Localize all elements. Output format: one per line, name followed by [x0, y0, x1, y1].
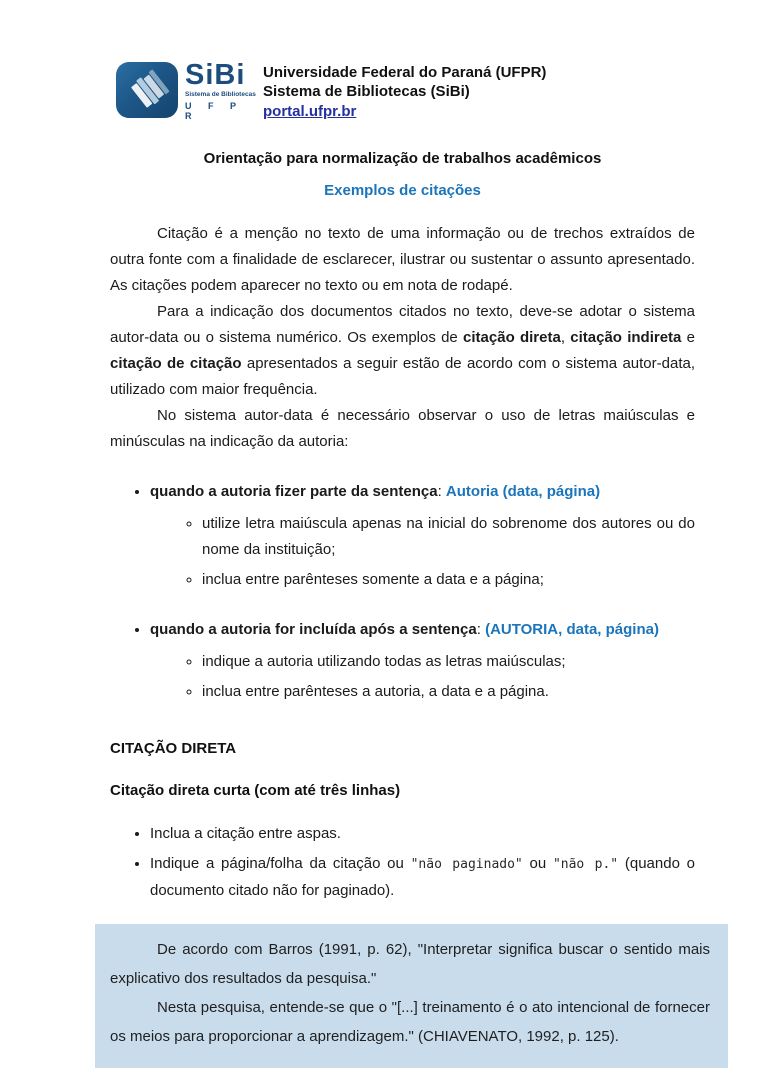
- portal-link[interactable]: portal.ufpr.br: [263, 103, 357, 120]
- rule-example-format: Autoria (data, página): [445, 483, 601, 500]
- sibi-logo: [116, 59, 256, 121]
- short-citation-rule: [150, 851, 695, 904]
- rule-subitem: ◦ utilize letra maiúscula apenas na inicial do sobrenome dos autores ou do nome da instituição;: [202, 511, 695, 563]
- p2-text: ,: [560, 329, 571, 346]
- short-citation-rule: • Inclua a citação entre aspas.: [150, 821, 695, 847]
- page-subtitle: Exemplos de citações: [324, 182, 481, 199]
- document-header: [116, 59, 695, 121]
- rule-text: (quando o documento citado não for paginado).: [150, 855, 695, 899]
- term-citacao-indireta: citação indireta: [570, 329, 682, 346]
- section-heading-citacao-direta: CITAÇÃO DIRETA: [110, 740, 237, 757]
- rule-separator: :: [437, 483, 446, 500]
- rule-separator: :: [476, 621, 486, 638]
- rule-authorship-in-sentence: [150, 479, 695, 593]
- intro-paragraph-1: Citação é a menção no texto de uma informação ou de trechos extraídos de outra fonte com a finalidade de esclarecer, ilustrar ou sustentar o assunto apresentado. As citações podem aparecer no texto ou em nota de rodapé.: [110, 225, 695, 294]
- rule-subitem: ◦ inclua entre parênteses a autoria, a data e a página.: [202, 679, 695, 705]
- rule-subitem: ◦ inclua entre parênteses somente a data e a página;: [202, 567, 695, 593]
- intro-paragraph-3: No sistema autor-data é necessário observar o uso de letras maiúsculas e minúsculas na indicação da autoria:: [110, 407, 695, 450]
- p2-text: apresentados a seguir estão de acordo com o sistema autor-data, utilizado com maior frequência.: [110, 355, 696, 398]
- sibi-wordmark: SiBi: [185, 59, 246, 91]
- short-citation-rules-list: [110, 821, 695, 904]
- org-block: [263, 62, 546, 121]
- rule-text: ou: [522, 855, 553, 872]
- page-title: Orientação para normalização de trabalhos acadêmicos: [203, 150, 602, 167]
- rule-subitems: [150, 649, 695, 705]
- subsection-heading-citacao-curta: Citação direta curta (com até três linhas): [110, 782, 401, 799]
- rule-example-format: (AUTORIA, data, página): [485, 621, 659, 638]
- rule-lead: quando a autoria fizer parte da sentença: [150, 483, 438, 500]
- org-dept: Sistema de Bibliotecas (SiBi): [263, 83, 470, 100]
- books-icon: [116, 62, 178, 118]
- citation-example-box: [95, 924, 728, 1068]
- term-citacao-direta: citação direta: [463, 329, 561, 346]
- sibi-ufpr-acronym: U F P R: [185, 101, 243, 121]
- rule-text: Indique a página/folha da citação ou: [150, 855, 411, 872]
- sibi-logo-icon: [116, 62, 178, 118]
- example-paragraph-2: Nesta pesquisa, entende-se que o "[...] treinamento é o ato intencional de fornecer os meios para proporcionar a aprendizagem." (CHIAVENATO, 1992, p. 125).: [110, 999, 710, 1045]
- rule-subitem: ◦ indique a autoria utilizando todas as letras maiúsculas;: [202, 649, 695, 675]
- sibi-wordmark-block: [185, 59, 256, 121]
- p2-text: e: [681, 329, 695, 346]
- term-citacao-de-citacao: citação de citação: [110, 355, 242, 372]
- p2-text: Para a indicação dos documentos citados no texto, deve-se adotar o sistema autor-data ou o sistema numérico. Os exemplos de: [110, 303, 695, 346]
- org-name: Universidade Federal do Paraná (UFPR): [263, 64, 547, 81]
- rule-lead: quando a autoria for incluída após a sentença: [150, 621, 477, 638]
- rule-authorship-after-sentence: [150, 617, 695, 705]
- example-paragraph-1: De acordo com Barros (1991, p. 62), "Interpretar significa buscar o sentido mais explicativo dos resultados da pesquisa.": [110, 941, 710, 987]
- sibi-tagline: Sistema de Bibliotecas: [185, 91, 256, 98]
- term-nao-p: "não p.": [552, 857, 619, 872]
- intro-paragraph-2: [110, 299, 695, 403]
- rule-subitems: [150, 511, 695, 593]
- authorship-rules-list: [110, 479, 695, 705]
- term-nao-paginado: "não paginado": [410, 857, 523, 872]
